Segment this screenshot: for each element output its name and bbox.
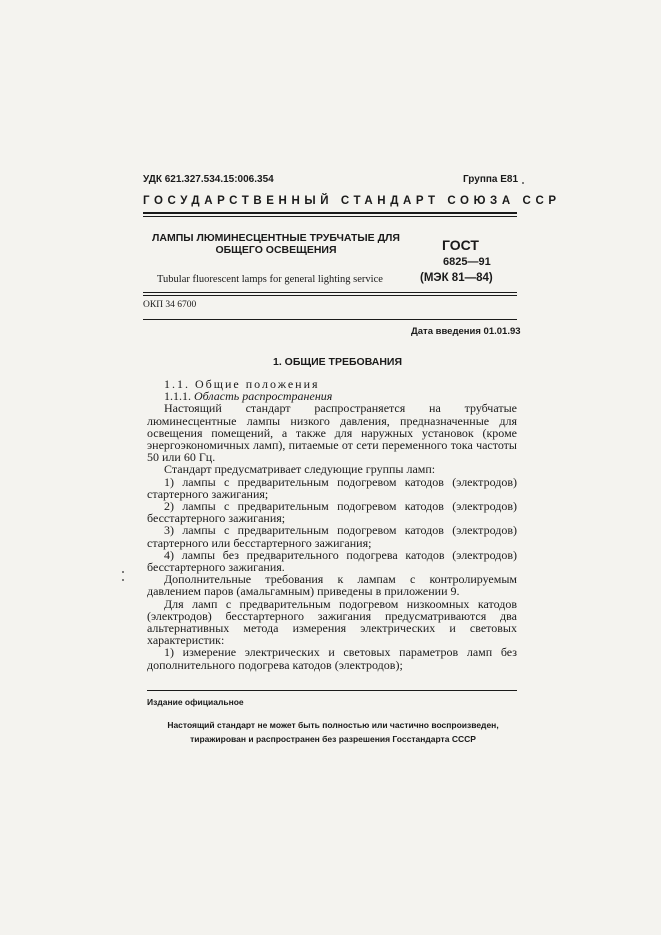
list-item: 3) лампы с предварительным подогревом катодов (электродов) стартерного или бесстартерного зажигания; (147, 523, 517, 550)
paragraph: Дополнительные требования к лампам с контролируемым давлением паров (амальгамным) приведены в приложении 9. (147, 572, 517, 599)
okp-rule (143, 319, 517, 320)
paragraph: Настоящий стандарт распространяется на трубчатые люминесцентные лампы низкого давления, предназначенные для освещения помещений, а также для наружных установок (кроме энергоэкономичных ламп), питаемые от сети переменного тока частоты 50 или 60 Гц. (147, 401, 517, 465)
list-item: 2) лампы с предварительным подогревом катодов (электродов) бесстартерного зажигания; (147, 499, 517, 526)
list-item: 1) измерение электрических и световых параметров ламп без дополнительного подогрева катодов (электродов); (147, 645, 517, 672)
clause-title: Область распространения (194, 389, 333, 404)
udc-code: УДК 621.327.534.15:006.354 (143, 174, 274, 185)
footer-rule (147, 690, 517, 691)
list-item: 4) лампы без предварительного подогрева катодов (электродов) бесстартерного зажигания. (147, 547, 517, 575)
gost-label: ГОСТ (442, 237, 479, 253)
gost-number: 6825—91 (443, 256, 491, 268)
notice-line-1: Настоящий стандарт не может быть полностью или частично воспроизведен, (167, 720, 499, 730)
document-title-ru (150, 232, 402, 256)
list-item: 1) лампы с предварительным подогревом катодов (электродов) стартерного зажигания; (147, 474, 517, 501)
header-rule-thin (143, 216, 517, 217)
document-body (147, 378, 517, 671)
intro-date: Дата введения 01.01.93 (411, 326, 521, 337)
scan-speck (522, 182, 524, 184)
paragraph: Стандарт предусматривает следующие группы ламп: (164, 462, 436, 477)
title-rule (143, 292, 517, 293)
title-rule-thin (143, 295, 517, 296)
title-line-1: ЛАМПЫ ЛЮМИНЕСЦЕНТНЫЕ ТРУБЧАТЫЕ ДЛЯ (152, 232, 400, 244)
scan-speck (122, 571, 124, 573)
copyright-notice (147, 718, 519, 746)
title-line-2: ОБЩЕГО ОСВЕЩЕНИЯ (215, 244, 337, 256)
official-edition: Издание официальное (147, 697, 244, 707)
group-code: Группа Е81 (463, 174, 519, 185)
okp-code: ОКП 34 6700 (143, 300, 197, 310)
notice-line-2: тиражирован и распространен без разрешения Госстандарта СССР (190, 734, 476, 744)
document-title-en: Tubular fluorescent lamps for general lighting service (157, 274, 383, 285)
scan-speck (122, 579, 124, 581)
paragraph: Для ламп с предварительным подогревом низкоомных катодов (электродов) бесстартерного зажигания предусматриваются два альтернативных метода измерения электрических и световых характеристик: (147, 596, 517, 648)
section-title: 1. ОБЩИЕ ТРЕБОВАНИЯ (273, 356, 403, 368)
state-standard-title: ГОСУДАРСТВЕННЫЙ СТАНДАРТ СОЮЗА ССР (143, 195, 561, 207)
iec-number: (МЭК 81—84) (420, 272, 493, 284)
clause-number: 1.1.1. (164, 389, 191, 404)
header-rule (143, 212, 517, 214)
paragraph: 1.1. Общие положения (164, 377, 320, 391)
